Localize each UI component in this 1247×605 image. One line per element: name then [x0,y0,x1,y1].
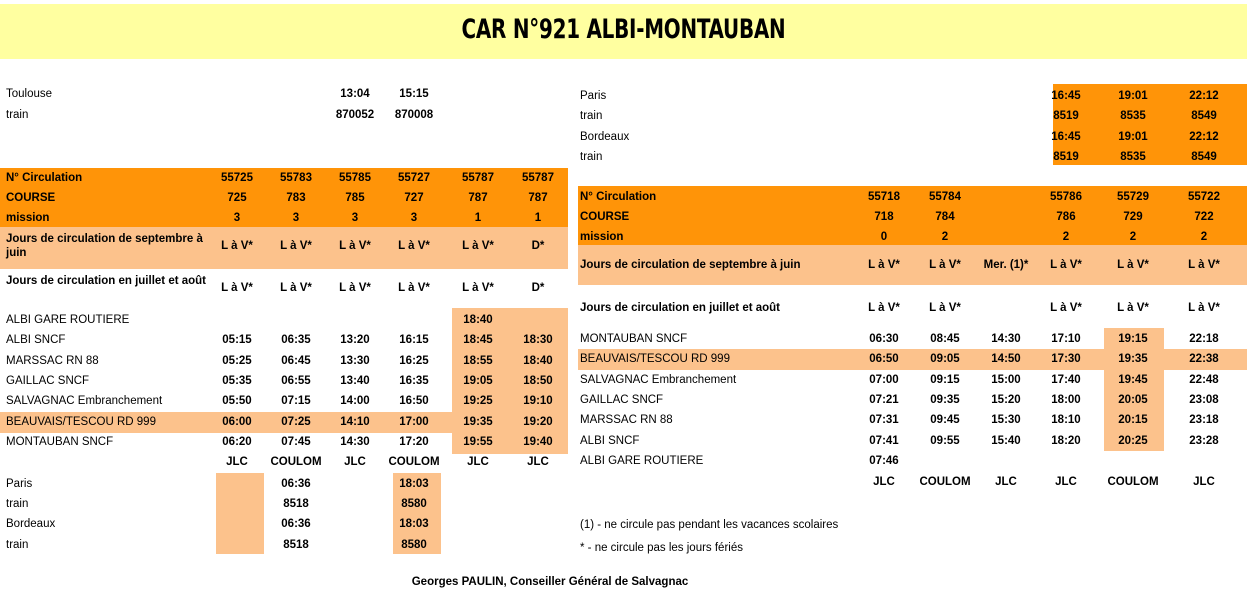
right-stop-time: 09:05 [930,353,960,365]
left-stop-time: 19:25 [463,395,493,407]
left-connection-cell: 870008 [394,109,434,121]
right-stop-time: 20:05 [1118,394,1148,406]
right-stop-name: MONTAUBAN SNCF [580,333,688,345]
left-stop-time: 19:40 [523,436,553,448]
left-days-juillet-cell: L à V* [339,282,371,294]
left-stop-time: 19:35 [463,416,493,428]
right-stop-time: 07:31 [869,414,899,426]
left-header-cell: 3 [292,212,300,224]
footnote: * - ne circule pas les jours fériés [580,542,743,554]
right-connection-cell: 8549 [1191,110,1217,122]
left-days-sept-cell: L à V* [280,240,312,252]
left-stop-name: MARSSAC RN 88 [6,355,99,367]
left-stop-time: 17:20 [399,436,429,448]
right-stop-time: 14:50 [991,353,1021,365]
right-stop-time: 07:21 [869,394,899,406]
right-days-sept-label: Jours de circulation de septembre à juin [580,259,801,271]
left-stop-time: 19:10 [523,395,553,407]
left-header-cell: 727 [404,192,424,204]
left-header-row-label: COURSE [6,192,56,204]
right-stop-name: MARSSAC RN 88 [580,414,673,426]
right-connection-cell: 22:12 [1189,90,1219,102]
left-header-cell: 783 [286,192,306,204]
left-bottom-connection-label: Paris [6,478,33,490]
left-connection-cell: 870052 [335,109,375,121]
right-stop-time: 22:38 [1189,353,1219,365]
left-connection-label: train [6,109,29,121]
right-stop-time: 19:45 [1118,374,1148,386]
left-header-cell: 787 [468,192,488,204]
left-days-sept-cell: L à V* [398,240,430,252]
right-connection-cell: 22:12 [1189,131,1219,143]
right-header-cell: 55722 [1188,191,1220,203]
right-days-juillet-cell: L à V* [868,302,900,314]
right-days-sept-cell: L à V* [1117,259,1149,271]
left-stop-name: GAILLAC SNCF [6,375,90,387]
left-stop-time: 13:30 [340,355,370,367]
right-header-cell: 784 [935,211,955,223]
left-header-cell: 55785 [339,172,371,184]
right-connection-label: Bordeaux [580,131,630,143]
left-days-sept-cell: L à V* [339,240,371,252]
left-header-cell: 55787 [462,172,494,184]
left-operator: COULOM [270,456,322,468]
left-stop-time: 18:30 [523,334,553,346]
right-header-row-label: mission [580,231,624,243]
right-days-juillet-cell: L à V* [1050,302,1082,314]
right-header-cell: 2 [941,231,949,243]
right-connection-cell: 8519 [1053,151,1079,163]
right-header-row-label: COURSE [580,211,630,223]
left-stop-time: 18:40 [523,355,553,367]
left-operator: JLC [527,456,549,468]
right-connection-cell: 19:01 [1118,90,1148,102]
left-bottom-connection-label: Bordeaux [6,518,56,530]
right-stop-time: 09:55 [930,435,960,447]
right-days-juillet-cell: L à V* [1188,302,1220,314]
left-bottom-connection-cell: 8580 [401,539,427,551]
left-stop-name: ALBI GARE ROUTIERE [6,314,130,326]
left-stop-time: 18:45 [463,334,493,346]
right-stop-time: 18:20 [1051,435,1081,447]
right-connection-cell: 8549 [1191,151,1217,163]
left-bottom-connection-label: train [6,498,29,510]
left-stop-name: MONTAUBAN SNCF [6,436,114,448]
left-stop-name: SALVAGNAC Embranchement [6,395,163,407]
right-header-cell: 786 [1056,211,1076,223]
left-days-juillet-cell: L à V* [280,282,312,294]
right-header-cell: 718 [874,211,894,223]
right-stop-name: ALBI SNCF [580,435,640,447]
right-highlight-coulom-col [1104,328,1164,451]
right-stop-time: 15:20 [991,394,1021,406]
right-header-cell: 55729 [1117,191,1149,203]
right-header-cell: 55786 [1050,191,1082,203]
right-header-cell: 2 [1200,231,1208,243]
left-bottom-connection-cell: 18:03 [399,478,429,490]
right-connection-cell: 19:01 [1118,131,1148,143]
right-connection-cell: 8535 [1120,151,1146,163]
left-header-cell: 785 [345,192,365,204]
right-connection-cell: 16:45 [1051,131,1081,143]
right-header-cell: 729 [1123,211,1143,223]
left-stop-time: 14:10 [340,416,370,428]
right-stop-time: 23:28 [1189,435,1219,447]
left-stop-time: 06:45 [281,355,311,367]
right-header-cell: 55784 [929,191,961,203]
right-connection-label: Paris [580,90,607,102]
left-header-cell: 3 [233,212,241,224]
left-stop-time: 14:30 [340,436,370,448]
right-header-row-label: N° Circulation [580,191,657,203]
left-header-cell: 725 [227,192,247,204]
left-bottom-connection-cell: 8580 [401,498,427,510]
left-stop-time: 18:40 [463,314,493,326]
left-header-cell: 55783 [280,172,312,184]
left-stop-time: 18:50 [523,375,553,387]
right-days-juillet-cell: L à V* [1117,302,1149,314]
left-stop-time: 18:55 [463,355,493,367]
left-operator: JLC [467,456,489,468]
right-stop-time: 17:40 [1051,374,1081,386]
left-header-cell: 55727 [398,172,430,184]
left-header-cell: 55725 [221,172,253,184]
right-stop-time: 07:46 [869,455,899,467]
right-operator: JLC [1193,476,1215,488]
left-header-cell: 55787 [522,172,554,184]
left-header-row-label: mission [6,212,50,224]
right-stop-time: 09:15 [930,374,960,386]
right-stop-time: 14:30 [991,333,1021,345]
right-connection-cell: 8519 [1053,110,1079,122]
right-stop-time: 22:48 [1189,374,1219,386]
left-bottom-connection-label: train [6,539,29,551]
left-stop-time: 06:35 [281,334,311,346]
right-stop-time: 06:30 [869,333,899,345]
left-stop-time: 17:00 [399,416,429,428]
left-header-cell: 787 [528,192,548,204]
right-stop-name: SALVAGNAC Embranchement [580,374,737,386]
right-stop-time: 19:35 [1118,353,1148,365]
left-days-juillet-cell: L à V* [462,282,494,294]
right-stop-time: 22:18 [1189,333,1219,345]
left-days-juillet-cell: L à V* [398,282,430,294]
right-header-cell: 722 [1194,211,1214,223]
left-bottom-connection-cell: 06:36 [281,518,311,530]
left-header-row-label: N° Circulation [6,172,83,184]
left-operator: JLC [344,456,366,468]
right-stop-time: 15:30 [991,414,1021,426]
left-operator: JLC [226,456,248,468]
right-connection-cell: 8535 [1120,110,1146,122]
right-stop-name: BEAUVAIS/TESCOU RD 999 [580,353,730,365]
right-connection-cell: 16:45 [1051,90,1081,102]
left-bottom-connection-cell: 8518 [283,498,309,510]
left-stop-time: 16:50 [399,395,429,407]
right-connection-label: train [580,151,603,163]
right-stop-time: 08:45 [930,333,960,345]
left-header-cell: 3 [351,212,359,224]
left-header-cell: 1 [534,212,542,224]
right-stop-name: GAILLAC SNCF [580,394,664,406]
author-caption: Georges PAULIN, Conseiller Général de Salvagnac [411,576,689,588]
right-days-juillet-label: Jours de circulation en juillet et août [580,302,781,314]
left-stop-time: 07:45 [281,436,311,448]
left-stop-time: 19:05 [463,375,493,387]
left-stop-time: 07:25 [281,416,311,428]
page-title: CAR N°921 ALBI-MONTAUBAN [461,14,786,45]
left-header-cell: 1 [474,212,482,224]
left-stop-time: 05:15 [222,334,252,346]
right-stop-time: 06:50 [869,353,899,365]
left-stop-name: BEAUVAIS/TESCOU RD 999 [6,416,156,428]
right-stop-time: 09:45 [930,414,960,426]
left-stop-time: 14:00 [340,395,370,407]
left-stop-time: 06:20 [222,436,252,448]
left-days-juillet-label: Jours de circulation en juillet et août [6,275,207,287]
left-header-cell: 3 [410,212,418,224]
right-stop-time: 07:41 [869,435,899,447]
right-days-sept-cell: L à V* [1050,259,1082,271]
left-stop-time: 16:15 [399,334,429,346]
right-stop-time: 18:10 [1051,414,1081,426]
left-days-juillet-cell: D* [531,282,545,294]
left-connection-cell: 15:15 [399,88,429,100]
right-days-juillet-cell: L à V* [929,302,961,314]
left-stop-time: 06:55 [281,375,311,387]
right-stop-time: 20:25 [1118,435,1148,447]
right-operator: JLC [1055,476,1077,488]
right-stop-time: 17:10 [1051,333,1081,345]
right-stop-time: 23:18 [1189,414,1219,426]
right-connection-label: train [580,110,603,122]
right-operator: COULOM [919,476,971,488]
left-stop-time: 05:50 [222,395,252,407]
right-stop-time: 20:15 [1118,414,1148,426]
left-connection-label: Toulouse [6,88,53,100]
left-operator: COULOM [388,456,440,468]
left-days-juillet-cell: L à V* [221,282,253,294]
right-operator: JLC [995,476,1017,488]
right-stop-time: 23:08 [1189,394,1219,406]
right-days-sept-cell: L à V* [868,259,900,271]
left-stop-time: 19:20 [523,416,553,428]
right-days-sept-cell: Mer. (1)* [983,259,1029,271]
left-days-sept-cell: L à V* [221,240,253,252]
left-bottom-highlight-col2 [216,473,264,554]
left-days-sept-cell: L à V* [462,240,494,252]
right-stop-time: 18:00 [1051,394,1081,406]
right-stop-time: 09:35 [930,394,960,406]
right-operator: COULOM [1107,476,1159,488]
right-header-cell: 55718 [868,191,900,203]
right-stop-name: ALBI GARE ROUTIERE [580,455,704,467]
right-stop-time: 17:30 [1051,353,1081,365]
right-operator: JLC [873,476,895,488]
right-stop-time: 15:00 [991,374,1021,386]
right-days-sept-cell: L à V* [1188,259,1220,271]
left-stop-time: 19:55 [463,436,493,448]
left-stop-time: 16:25 [399,355,429,367]
left-bottom-connection-cell: 18:03 [399,518,429,530]
right-header-cell: 0 [880,231,888,243]
left-days-sept-cell: D* [531,240,545,252]
left-stop-name: ALBI SNCF [6,334,66,346]
left-stop-time: 13:20 [340,334,370,346]
left-days-sept-label: Jours de circulation de septembre à juin [6,233,203,259]
right-stop-time: 19:15 [1118,333,1148,345]
left-stop-time: 05:35 [222,375,252,387]
left-stop-time: 05:25 [222,355,252,367]
right-header-cell: 2 [1129,231,1137,243]
right-days-sept-cell: L à V* [929,259,961,271]
left-stop-time: 07:15 [281,395,311,407]
right-header-cell: 2 [1062,231,1070,243]
left-bottom-connection-cell: 8518 [283,539,309,551]
right-stop-time: 15:40 [991,435,1021,447]
right-stop-time: 07:00 [869,374,899,386]
left-stop-time: 13:40 [340,375,370,387]
left-stop-time: 06:00 [222,416,252,428]
left-connection-cell: 13:04 [340,88,370,100]
left-bottom-connection-cell: 06:36 [281,478,311,490]
left-stop-time: 16:35 [399,375,429,387]
footnote: (1) - ne circule pas pendant les vacances scolaires [580,519,839,531]
